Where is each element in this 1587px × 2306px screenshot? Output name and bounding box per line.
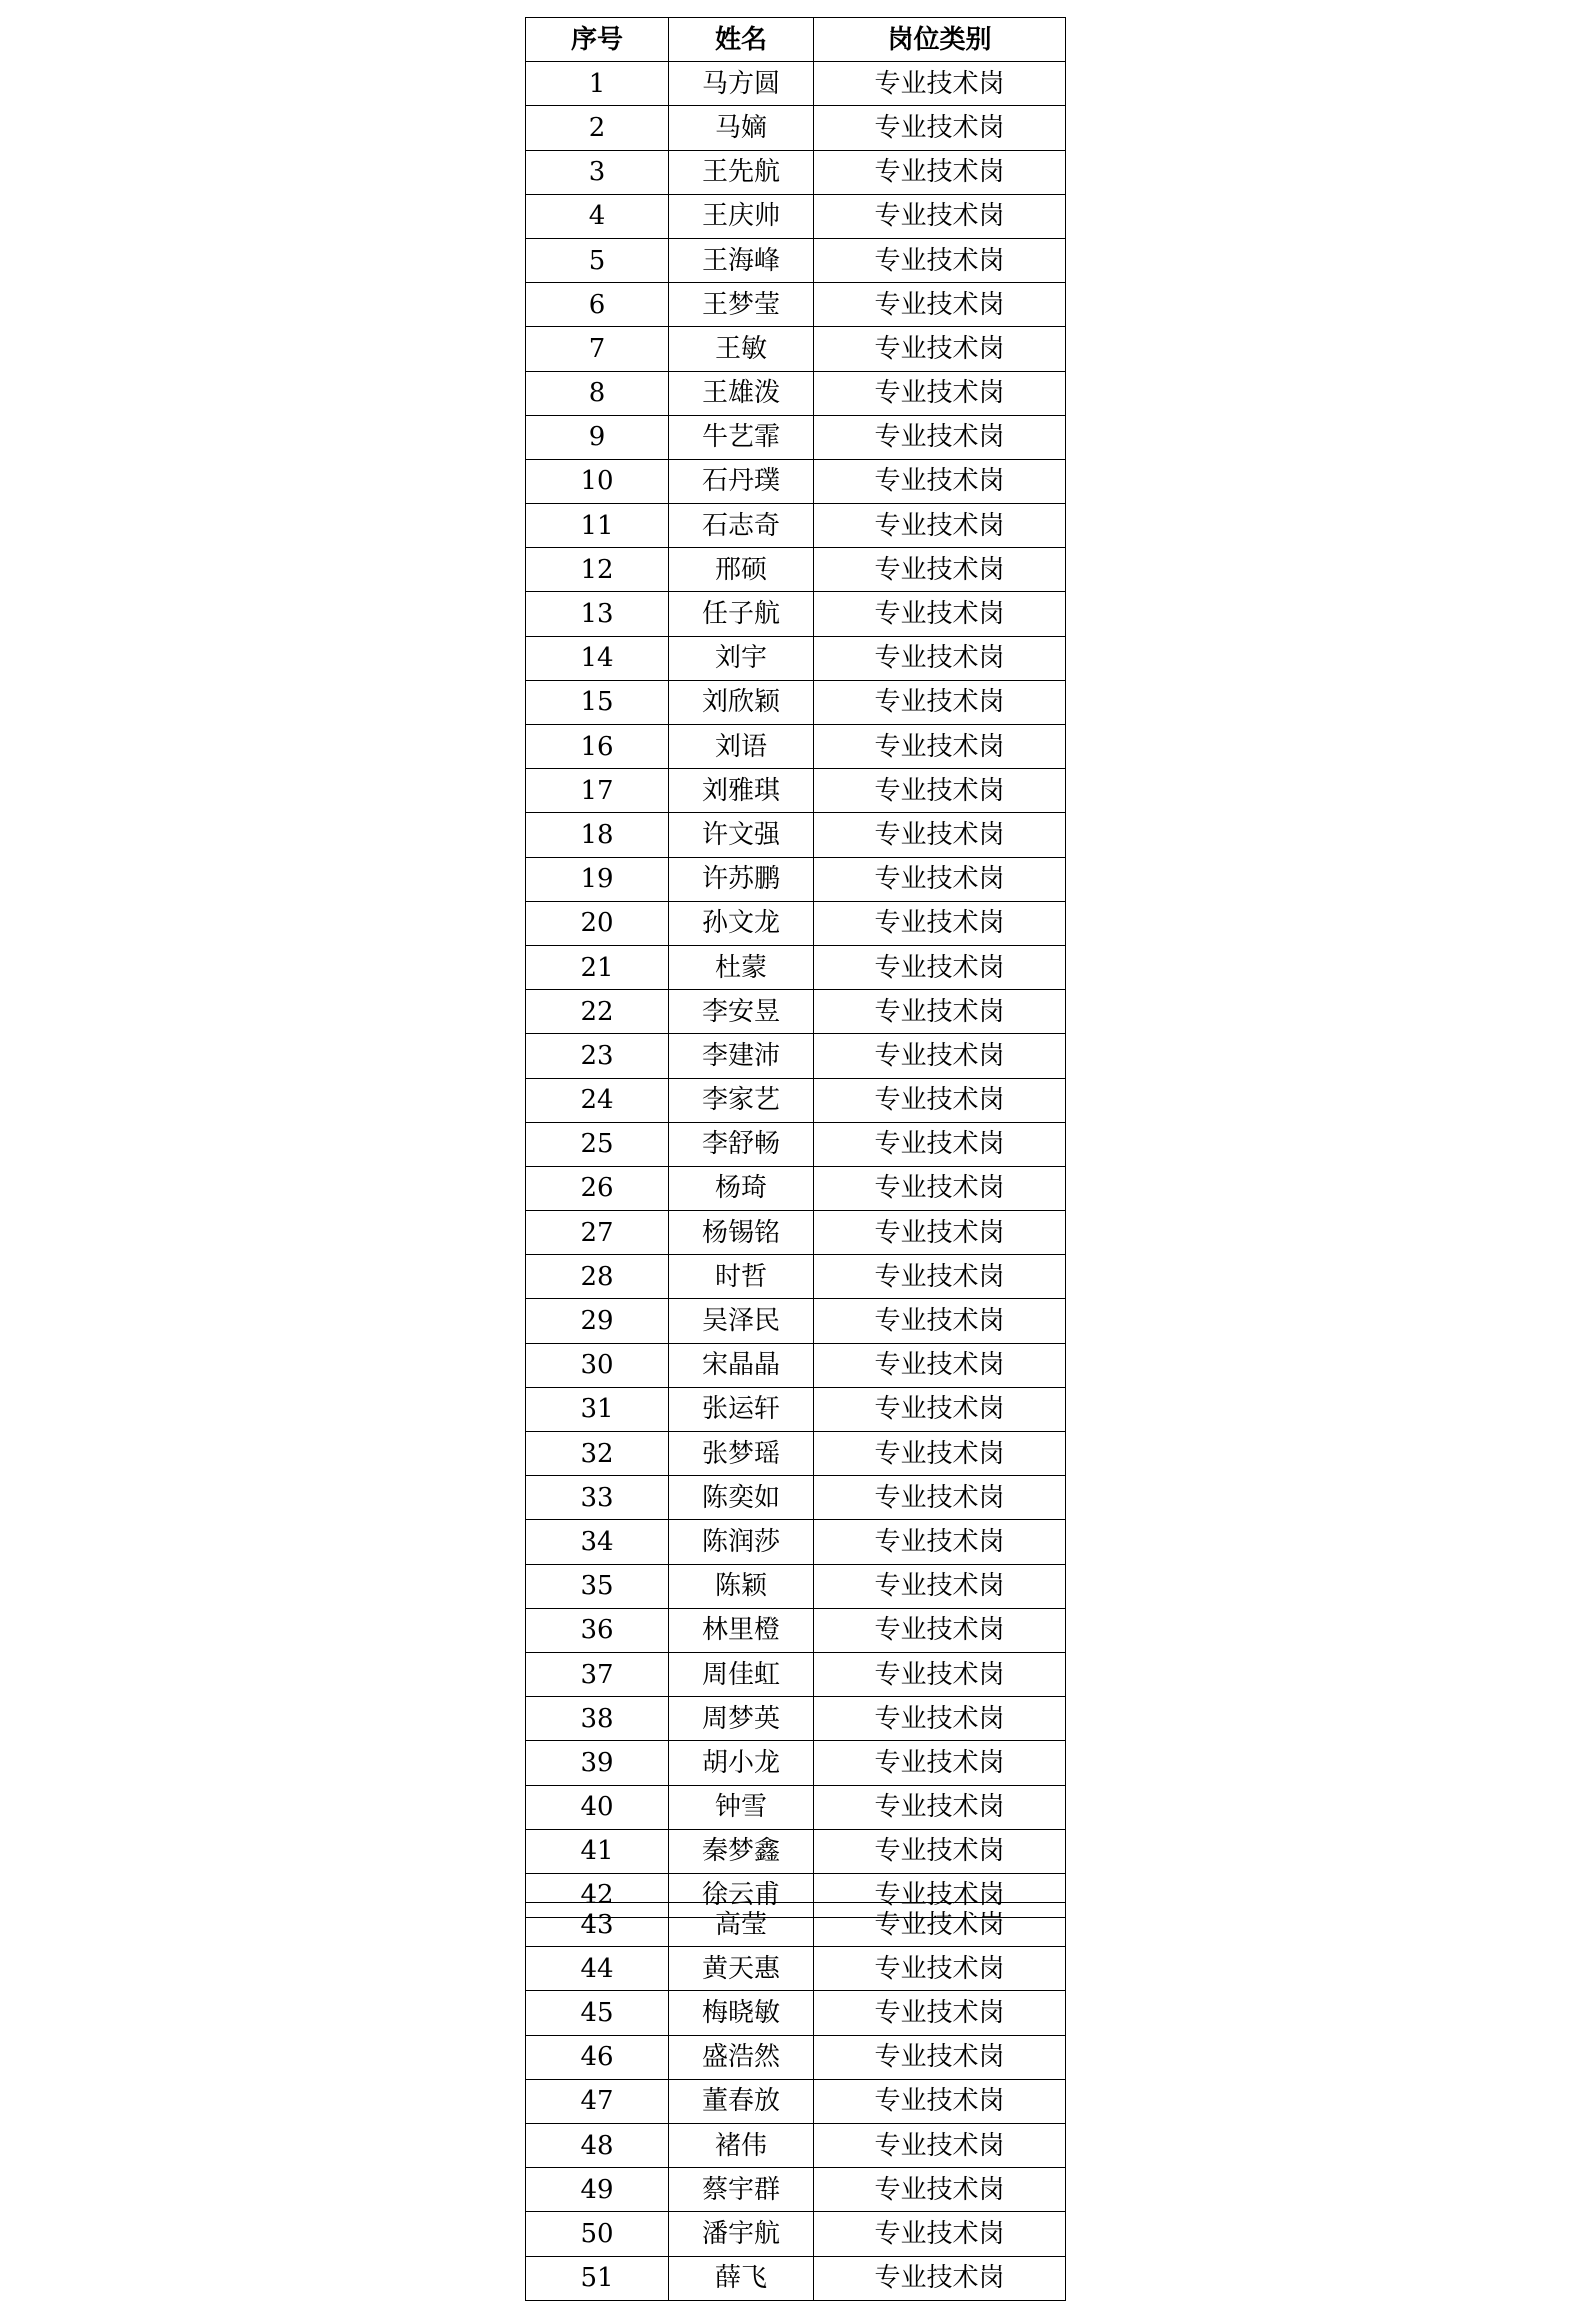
table-row <box>526 1078 1066 1122</box>
cell-name: 张运轩 <box>669 1387 814 1431</box>
cell-position-category: 专业技术岗 <box>814 945 1066 989</box>
cell-index: 27 <box>526 1211 669 1255</box>
table-row <box>526 1991 1066 2035</box>
table-row <box>526 592 1066 636</box>
cell-index: 19 <box>526 857 669 901</box>
table-row <box>526 1432 1066 1476</box>
cell-index: 35 <box>526 1564 669 1608</box>
table-row <box>526 62 1066 106</box>
cell-position-category: 专业技术岗 <box>814 106 1066 150</box>
cell-index: 20 <box>526 901 669 945</box>
cell-position-category: 专业技术岗 <box>814 1255 1066 1299</box>
cell-index: 13 <box>526 592 669 636</box>
cell-index: 43 <box>526 1903 669 1947</box>
cell-index: 11 <box>526 504 669 548</box>
cell-name: 宋晶晶 <box>669 1343 814 1387</box>
cell-name: 孙文龙 <box>669 901 814 945</box>
cell-position-category: 专业技术岗 <box>814 504 1066 548</box>
cell-position-category: 专业技术岗 <box>814 725 1066 769</box>
cell-index: 17 <box>526 769 669 813</box>
cell-index: 15 <box>526 680 669 724</box>
cell-index: 7 <box>526 327 669 371</box>
cell-index: 24 <box>526 1078 669 1122</box>
cell-position-category: 专业技术岗 <box>814 2123 1066 2167</box>
table-row <box>526 459 1066 503</box>
cell-index: 31 <box>526 1387 669 1431</box>
cell-name: 邢硕 <box>669 548 814 592</box>
table-row <box>526 150 1066 194</box>
cell-index: 2 <box>526 106 669 150</box>
cell-name: 杨锡铭 <box>669 1211 814 1255</box>
cell-name: 许苏鹏 <box>669 857 814 901</box>
cell-index: 30 <box>526 1343 669 1387</box>
cell-name: 石志奇 <box>669 504 814 548</box>
cell-name: 蔡宇群 <box>669 2168 814 2212</box>
cell-position-category: 专业技术岗 <box>814 1652 1066 1696</box>
cell-index: 45 <box>526 1991 669 2035</box>
table-row <box>526 2123 1066 2167</box>
cell-index: 36 <box>526 1608 669 1652</box>
cell-position-category: 专业技术岗 <box>814 1387 1066 1431</box>
cell-name: 杨琦 <box>669 1166 814 1210</box>
cell-index: 37 <box>526 1652 669 1696</box>
table-row <box>526 106 1066 150</box>
cell-index: 39 <box>526 1741 669 1785</box>
table-row <box>526 2212 1066 2256</box>
cell-position-category: 专业技术岗 <box>814 150 1066 194</box>
cell-position-category: 专业技术岗 <box>814 813 1066 857</box>
cell-index: 49 <box>526 2168 669 2212</box>
cell-name: 马方圆 <box>669 62 814 106</box>
cell-name: 吴泽民 <box>669 1299 814 1343</box>
cell-name: 任子航 <box>669 592 814 636</box>
table-row <box>526 1476 1066 1520</box>
cell-index: 44 <box>526 1947 669 1991</box>
table-row <box>526 680 1066 724</box>
table-row <box>526 636 1066 680</box>
cell-index: 12 <box>526 548 669 592</box>
cell-index: 14 <box>526 636 669 680</box>
table-row <box>526 1299 1066 1343</box>
header-position-category: 岗位类别 <box>814 18 1066 62</box>
cell-name: 杜蒙 <box>669 945 814 989</box>
table-row <box>526 1520 1066 1564</box>
cell-name: 高莹 <box>669 1903 814 1947</box>
cell-index: 23 <box>526 1034 669 1078</box>
cell-position-category: 专业技术岗 <box>814 371 1066 415</box>
cell-position-category: 专业技术岗 <box>814 680 1066 724</box>
cell-index: 18 <box>526 813 669 857</box>
cell-position-category: 专业技术岗 <box>814 2035 1066 2079</box>
cell-index: 25 <box>526 1122 669 1166</box>
table-row <box>526 1697 1066 1741</box>
cell-name: 刘宇 <box>669 636 814 680</box>
cell-name: 盛浩然 <box>669 2035 814 2079</box>
table-row <box>526 1608 1066 1652</box>
cell-index: 6 <box>526 283 669 327</box>
table-row <box>526 1652 1066 1696</box>
cell-index: 32 <box>526 1432 669 1476</box>
table-row <box>526 2256 1066 2300</box>
cell-name: 陈奕如 <box>669 1476 814 1520</box>
cell-name: 陈颖 <box>669 1564 814 1608</box>
cell-position-category: 专业技术岗 <box>814 194 1066 238</box>
cell-position-category: 专业技术岗 <box>814 990 1066 1034</box>
table-row <box>526 2168 1066 2212</box>
cell-position-category: 专业技术岗 <box>814 1122 1066 1166</box>
cell-index: 22 <box>526 990 669 1034</box>
table-row <box>526 813 1066 857</box>
cell-position-category: 专业技术岗 <box>814 1520 1066 1564</box>
cell-position-category: 专业技术岗 <box>814 857 1066 901</box>
cell-index: 48 <box>526 2123 669 2167</box>
table-row <box>526 1785 1066 1829</box>
cell-position-category: 专业技术岗 <box>814 1873 1066 1917</box>
cell-position-category: 专业技术岗 <box>814 2168 1066 2212</box>
cell-index: 47 <box>526 2079 669 2123</box>
table-row <box>526 1211 1066 1255</box>
cell-name: 钟雪 <box>669 1785 814 1829</box>
cell-index: 50 <box>526 2212 669 2256</box>
table-row <box>526 1034 1066 1078</box>
table-row <box>526 1387 1066 1431</box>
cell-name: 王庆帅 <box>669 194 814 238</box>
cell-name: 刘欣颖 <box>669 680 814 724</box>
table-row <box>526 415 1066 459</box>
cell-index: 10 <box>526 459 669 503</box>
cell-position-category: 专业技术岗 <box>814 901 1066 945</box>
table-row <box>526 371 1066 415</box>
cell-name: 林里橙 <box>669 1608 814 1652</box>
cell-position-category: 专业技术岗 <box>814 1903 1066 1947</box>
cell-name: 王敏 <box>669 327 814 371</box>
cell-position-category: 专业技术岗 <box>814 1299 1066 1343</box>
cell-index: 21 <box>526 945 669 989</box>
cell-position-category: 专业技术岗 <box>814 1343 1066 1387</box>
cell-position-category: 专业技术岗 <box>814 327 1066 371</box>
cell-position-category: 专业技术岗 <box>814 1785 1066 1829</box>
roster-table-part-2 <box>525 1902 1066 2301</box>
cell-position-category: 专业技术岗 <box>814 459 1066 503</box>
cell-name: 李建沛 <box>669 1034 814 1078</box>
cell-index: 46 <box>526 2035 669 2079</box>
cell-name: 周佳虹 <box>669 1652 814 1696</box>
cell-position-category: 专业技术岗 <box>814 62 1066 106</box>
cell-index: 8 <box>526 371 669 415</box>
cell-name: 褚伟 <box>669 2123 814 2167</box>
cell-position-category: 专业技术岗 <box>814 548 1066 592</box>
cell-name: 张梦瑶 <box>669 1432 814 1476</box>
table-row <box>526 2079 1066 2123</box>
cell-position-category: 专业技术岗 <box>814 592 1066 636</box>
table-row <box>526 1829 1066 1873</box>
cell-position-category: 专业技术岗 <box>814 1741 1066 1785</box>
cell-name: 李家艺 <box>669 1078 814 1122</box>
table-row <box>526 945 1066 989</box>
table-row <box>526 725 1066 769</box>
table-row <box>526 1947 1066 1991</box>
table-row <box>526 1255 1066 1299</box>
table-row <box>526 1343 1066 1387</box>
cell-name: 李安昱 <box>669 990 814 1034</box>
table-row <box>526 1903 1066 1947</box>
table-row <box>526 504 1066 548</box>
cell-index: 42 <box>526 1873 669 1917</box>
cell-name: 牛艺霏 <box>669 415 814 459</box>
cell-index: 38 <box>526 1697 669 1741</box>
roster-body-part-1 <box>526 62 1066 1918</box>
header-index: 序号 <box>526 18 669 62</box>
cell-index: 34 <box>526 1520 669 1564</box>
cell-index: 3 <box>526 150 669 194</box>
cell-index: 26 <box>526 1166 669 1210</box>
cell-index: 33 <box>526 1476 669 1520</box>
cell-position-category: 专业技术岗 <box>814 238 1066 282</box>
cell-name: 许文强 <box>669 813 814 857</box>
cell-name: 时哲 <box>669 1255 814 1299</box>
header-name: 姓名 <box>669 18 814 62</box>
cell-name: 王海峰 <box>669 238 814 282</box>
cell-position-category: 专业技术岗 <box>814 1608 1066 1652</box>
cell-name: 马嫡 <box>669 106 814 150</box>
cell-position-category: 专业技术岗 <box>814 2212 1066 2256</box>
cell-index: 5 <box>526 238 669 282</box>
cell-position-category: 专业技术岗 <box>814 1078 1066 1122</box>
cell-position-category: 专业技术岗 <box>814 415 1066 459</box>
cell-index: 41 <box>526 1829 669 1873</box>
cell-index: 28 <box>526 1255 669 1299</box>
cell-name: 周梦英 <box>669 1697 814 1741</box>
cell-name: 秦梦鑫 <box>669 1829 814 1873</box>
cell-index: 4 <box>526 194 669 238</box>
cell-position-category: 专业技术岗 <box>814 1034 1066 1078</box>
cell-name: 梅晓敏 <box>669 1991 814 2035</box>
roster-table-part-1 <box>525 17 1066 1918</box>
cell-index: 51 <box>526 2256 669 2300</box>
cell-name: 董春放 <box>669 2079 814 2123</box>
cell-position-category: 专业技术岗 <box>814 1211 1066 1255</box>
cell-name: 王梦莹 <box>669 283 814 327</box>
roster-body-part-2 <box>526 1903 1066 2301</box>
cell-name: 黄天惠 <box>669 1947 814 1991</box>
cell-name: 徐云甫 <box>669 1873 814 1917</box>
table-row <box>526 548 1066 592</box>
table-row <box>526 857 1066 901</box>
cell-position-category: 专业技术岗 <box>814 636 1066 680</box>
table-row <box>526 1564 1066 1608</box>
cell-position-category: 专业技术岗 <box>814 1564 1066 1608</box>
cell-index: 1 <box>526 62 669 106</box>
cell-name: 刘雅琪 <box>669 769 814 813</box>
table-row <box>526 327 1066 371</box>
table-row <box>526 283 1066 327</box>
cell-position-category: 专业技术岗 <box>814 2079 1066 2123</box>
table-row <box>526 990 1066 1034</box>
cell-index: 40 <box>526 1785 669 1829</box>
cell-position-category: 专业技术岗 <box>814 1697 1066 1741</box>
cell-name: 刘语 <box>669 725 814 769</box>
cell-name: 王先航 <box>669 150 814 194</box>
table-row <box>526 1166 1066 1210</box>
table-row <box>526 901 1066 945</box>
header-row <box>526 18 1066 62</box>
cell-position-category: 专业技术岗 <box>814 1166 1066 1210</box>
table-row <box>526 2035 1066 2079</box>
cell-name: 薛飞 <box>669 2256 814 2300</box>
cell-name: 陈润莎 <box>669 1520 814 1564</box>
cell-index: 9 <box>526 415 669 459</box>
cell-name: 胡小龙 <box>669 1741 814 1785</box>
cell-index: 16 <box>526 725 669 769</box>
table-row <box>526 194 1066 238</box>
cell-position-category: 专业技术岗 <box>814 1432 1066 1476</box>
cell-position-category: 专业技术岗 <box>814 769 1066 813</box>
cell-name: 李舒畅 <box>669 1122 814 1166</box>
cell-position-category: 专业技术岗 <box>814 1476 1066 1520</box>
cell-position-category: 专业技术岗 <box>814 1829 1066 1873</box>
table-row <box>526 1741 1066 1785</box>
cell-position-category: 专业技术岗 <box>814 1947 1066 1991</box>
cell-position-category: 专业技术岗 <box>814 1991 1066 2035</box>
table-row <box>526 1122 1066 1166</box>
cell-index: 29 <box>526 1299 669 1343</box>
cell-name: 王雄泼 <box>669 371 814 415</box>
cell-position-category: 专业技术岗 <box>814 2256 1066 2300</box>
table-row <box>526 238 1066 282</box>
cell-name: 潘宇航 <box>669 2212 814 2256</box>
table-row <box>526 769 1066 813</box>
cell-name: 石丹璞 <box>669 459 814 503</box>
cell-position-category: 专业技术岗 <box>814 283 1066 327</box>
